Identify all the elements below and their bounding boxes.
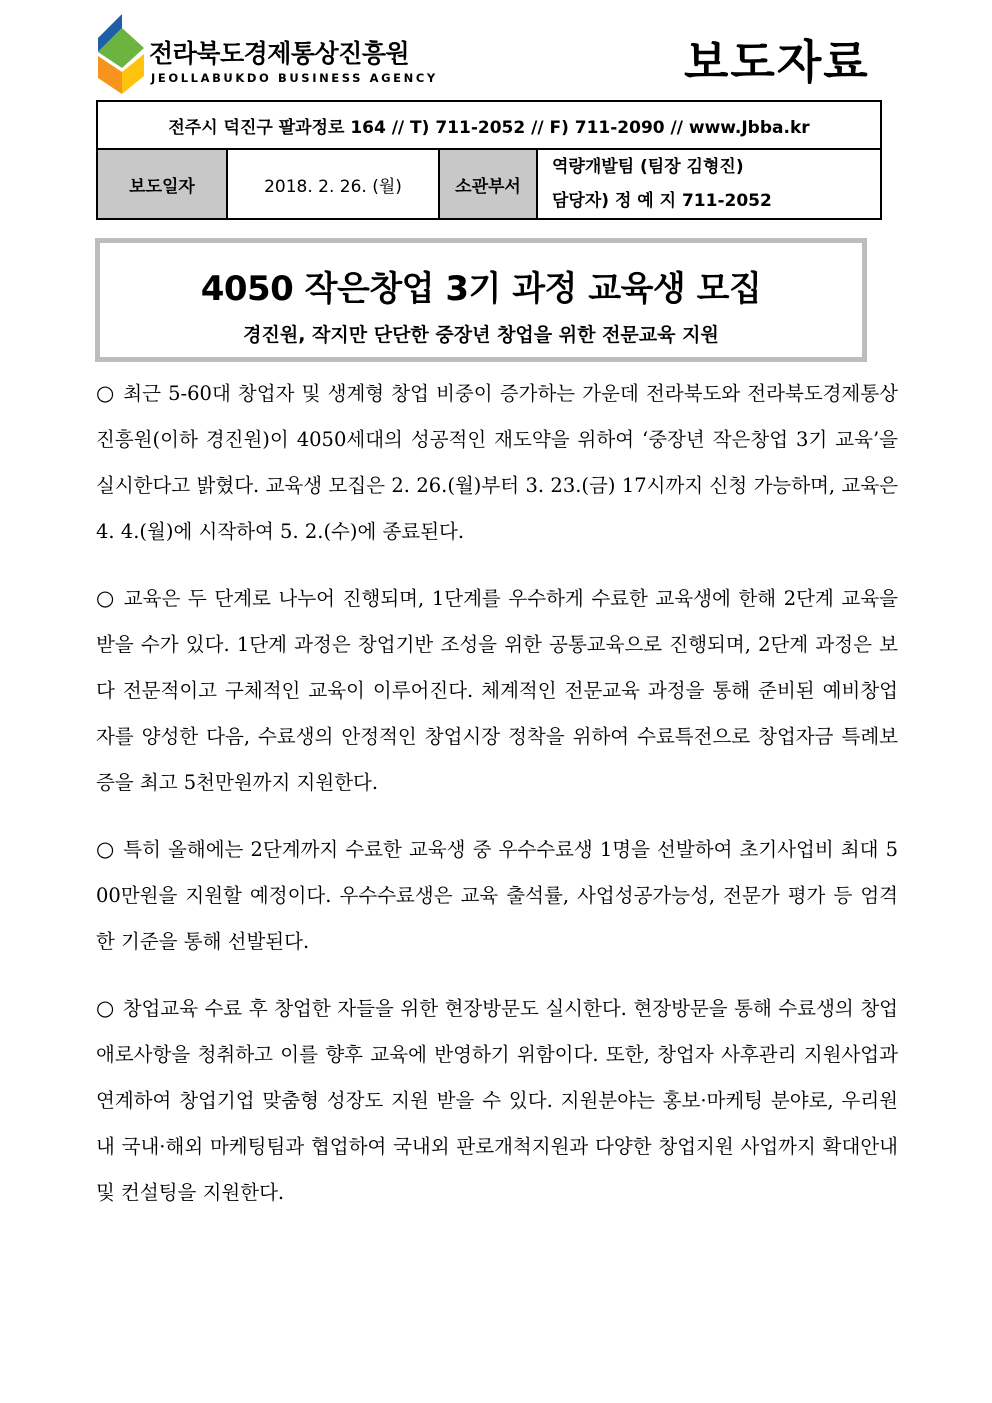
- agency-logo-icon: [94, 14, 144, 94]
- press-body: [96, 370, 898, 1236]
- press-info-table: [96, 100, 882, 220]
- body-paragraph: [96, 826, 898, 965]
- body-paragraph: [96, 370, 898, 555]
- headline-subtitle: 경진원, 작지만 단단한 중장년 창업을 위한 전문교육 지원: [243, 324, 719, 346]
- contact-address-line: 전주시 덕진구 팔과정로 164 // T) 711-2052 // F) 711-2090 // www.Jbba.kr: [97, 101, 881, 149]
- paragraph-text: 창업교육 수료 후 창업한 자들을 위한 현장방문도 실시한다. 현장방문을 통해 수료생의 창업 애로사항을 청취하고 이를 향후 교육에 반영하기 위함이다. 또한, 창업자 사후관리 지원사업과 연계하여 창업기업 맞춤형 성장도 지원 받을 수 있다. 지원분야는 홍보·마케팅 분야로, 우리원 내 국내·해외 마케팅팀과 협업하여 국내외 판로개척지원과 다양한 창업지원 사업까지 확대안내 및 컨설팅을 지원한다.: [96, 997, 898, 1204]
- paragraph-text: 교육은 두 단계로 나누어 진행되며, 1단계를 우수하게 수료한 교육생에 한해 2단계 교육을 받을 수가 있다. 1단계 과정은 창업기반 조성을 위한 공통교육으로 진행되며, 2단계 과정은 보다 전문적이고 구체적인 교육이 이루어진다. 체계적인 전문교육 과정을 통해 준비된 예비창업자를 양성한 다음, 수료생의 안정적인 창업시장 정착을 위하여 수료특전으로 창업자금 특례보증을 최고 5천만원까지 지원한다.: [96, 587, 898, 794]
- bullet-circle-icon: ○: [96, 586, 116, 610]
- bullet-circle-icon: ○: [96, 381, 116, 405]
- agency-logo: [94, 14, 438, 96]
- org-name: 전라북도경제통상진흥원: [149, 39, 410, 68]
- headline-box: [95, 238, 867, 362]
- headline-title: 4050 작은창업 3기 과정 교육생 모집: [200, 269, 762, 309]
- release-date-value: 2018. 2. 26. (월): [227, 149, 439, 219]
- body-paragraph: [96, 575, 898, 806]
- doc-type-title: 보도자료: [684, 35, 870, 89]
- bullet-circle-icon: ○: [96, 837, 116, 861]
- bullet-circle-icon: ○: [96, 996, 115, 1020]
- department-team: 역량개발팀 (팀장 김형진): [552, 157, 744, 177]
- department-label: 소관부서: [439, 149, 537, 219]
- body-paragraph: [96, 985, 898, 1216]
- department-contact: 담당자) 정 예 지 711-2052: [552, 191, 772, 211]
- paragraph-text: 최근 5-60대 창업자 및 생계형 창업 비중이 증가하는 가운데 전라북도와 전라북도경제통상진흥원(이하 경진원)이 4050세대의 성공적인 재도약을 위하여 ‘중장년 작은창업 3기 교육’을 실시한다고 밝혔다. 교육생 모집은 2. 26.(월)부터 3. 23.(금) 17시까지 신청 가능하며, 교육은 4. 4.(월)에 시작하여 5. 2.(수)에 종료된다.: [96, 382, 899, 543]
- org-name-english: JEOLLABUKDO BUSINESS AGENCY: [151, 71, 438, 85]
- paragraph-text: 특히 올해에는 2단계까지 수료한 교육생 중 우수수료생 1명을 선발하여 초기사업비 최대 500만원을 지원할 예정이다. 우수수료생은 교육 출석률, 사업성공가능성, 전문가 평가 등 엄격한 기준을 통해 선발된다.: [96, 838, 899, 953]
- release-date-label: 보도일자: [97, 149, 227, 219]
- department-info: [537, 149, 881, 219]
